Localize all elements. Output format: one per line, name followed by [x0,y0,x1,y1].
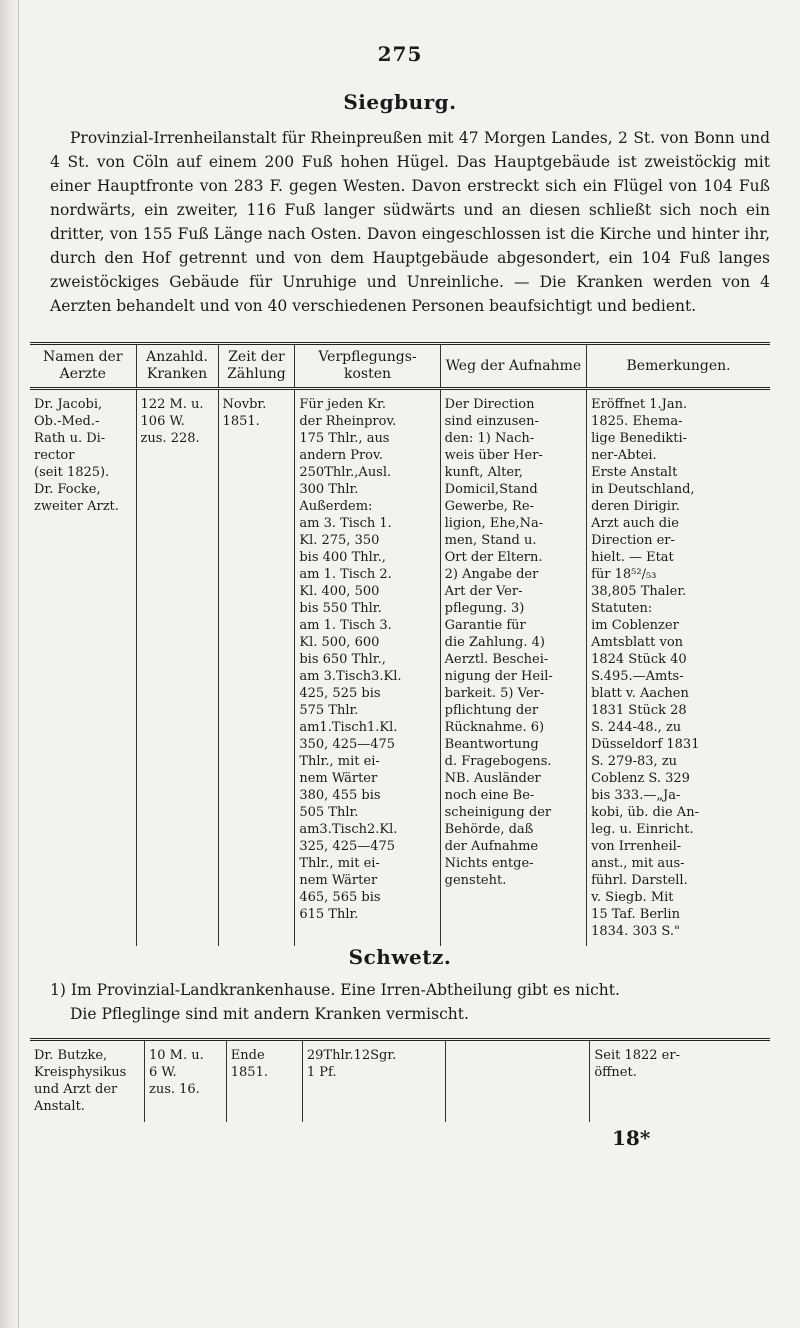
page-number: 275 [377,42,423,66]
section-title-siegburg: Siegburg. [343,90,457,114]
table-row [30,1040,770,1122]
table-header-row [30,344,770,389]
cell-count: 10 M. u. 6 W. zus. 16. [144,1040,226,1122]
cell-notes: Eröffnet 1.Jan. 1825. Ehema- lige Benedikti- ner-Abtei. Erste Anstalt in Deutschland, deren Dirigir. Arzt auch die Direction er- hielt. — Etat für 18⁵²/₅₃ 38,805 Thaler. Statuten: im Coblenzer Amtsblatt von 1824 Stück 40 S.495.—Amts- blatt v. Aachen 1831 Stück 28 S. 244-48., zu Düsseldorf 1831 S. 279-83, zu Coblenz S. 329 bis 333.—„Ja- kobi, üb. die An- leg. u. Einricht. von Irrenheil- anst., mit aus- führl. Darstell. v. Siegb. Mit 15 Taf. Berlin 1834. 303 S." [591,397,700,939]
schwetz-paragraph-line-1: 1) Im Provinzial-Landkrankenhause. Eine Irren-Abtheilung gibt es nicht. [50,981,620,999]
signature-mark: 18* [612,1126,651,1150]
cell-name: Dr. Butzke, Kreisphysikus und Arzt der Anstalt. [30,1040,144,1122]
schwetz-paragraph-line-2: Die Pfleglinge sind mit andern Kranken vermischt. [70,1005,469,1023]
cell-name: Dr. Jacobi, Ob.-Med.- Rath u. Di- rector (seit 1825). Dr. Focke, zweiter Arzt. [30,389,136,947]
header-way: Weg der Aufnahme [440,344,586,389]
siegburg-intro-paragraph: Provinzial-Irrenheilanstalt für Rheinpreußen mit 47 Morgen Landes, 2 St. von Bonn und 4 St. von Cöln auf einem 200 Fuß hohen Hügel. Das Hauptgebäude ist zweistöckig mit einer Hauptfronte von 283 F. gegen Westen. Davon erstreckt sich ein Flügel von 104 Fuß nordwärts, ein zweiter, 116 Fuß langer südwärts und an diesen schließt sich noch ein dritter, von 155 Fuß Länge nach Osten. Davon eingeschlossen ist die Kirche und hinter ihr, durch den Hof getrennt und von dem Hauptgebäude abgesondert, ein 104 Fuß langes zweistöckiges Gebäude für Unruhige und Unreinliche. — Die Kranken werden von 4 Aerzten behandelt und von 40 verschiedenen Personen beaufsichtigt und bedient. [50,129,770,315]
cell-time: Ende 1851. [226,1040,302,1122]
cell-way [446,1040,590,1122]
cell-count: 122 M. u. 106 W. zus. 228. [136,389,218,947]
section-title-schwetz: Schwetz. [348,945,452,969]
header-time: Zeit der Zählung [218,344,295,389]
schwetz-table [30,1038,770,1122]
schwetz-paragraph [50,978,770,1026]
siegburg-table [30,342,770,946]
header-count: Anzahld. Kranken [136,344,218,389]
header-name: Namen der Aerzte [30,344,136,389]
cell-time: Novbr. 1851. [218,389,295,947]
header-costs: Verpflegungs-kosten [295,344,440,389]
header-notes: Bemerkungen. [587,344,770,389]
cell-costs: 29Thlr.12Sgr. 1 Pf. [302,1040,445,1122]
cell-notes: Seit 1822 er- öffnet. [594,1048,680,1080]
book-binding-gutter [0,0,19,1328]
cell-costs: Für jeden Kr. der Rheinprov. 175 Thlr., aus andern Prov. 250Thlr.,Ausl. 300 Thlr. Außerdem: am 3. Tisch 1. Kl. 275, 350 bis 400 Thlr., am 1. Tisch 2. Kl. 400, 500 bis 550 Thlr. am 1. Tisch 3. Kl. 500, 600 bis 650 Thlr., am 3.Tisch3.Kl. 425, 525 bis 575 Thlr. am1.Tisch1.Kl. 350, 425—475 Thlr., mit ei- nem Wärter 380, 455 bis 505 Thlr. am3.Tisch2.Kl. 325, 425—475 Thlr., mit ei- nem Wärter 465, 565 bis 615 Thlr. [295,389,440,947]
table-row [30,389,770,947]
cell-way: Der Direction sind einzusen- den: 1) Nach- weis über Her- kunft, Alter, Domicil,Stand Gewerbe, Re- ligion, Ehe,Na- men, Stand u. Ort der Eltern. 2) Angabe der Art der Ver- pflegung. 3) Garantie für die Zahlung. 4) Aerztl. Beschei- nigung der Heil- barkeit. 5) Ver- pflichtung der Rücknahme. 6) Beantwortung d. Fragebogens. NB. Ausländer noch eine Be- scheinigung der Behörde, daß der Aufnahme Nichts entge- gensteht. [440,389,586,947]
